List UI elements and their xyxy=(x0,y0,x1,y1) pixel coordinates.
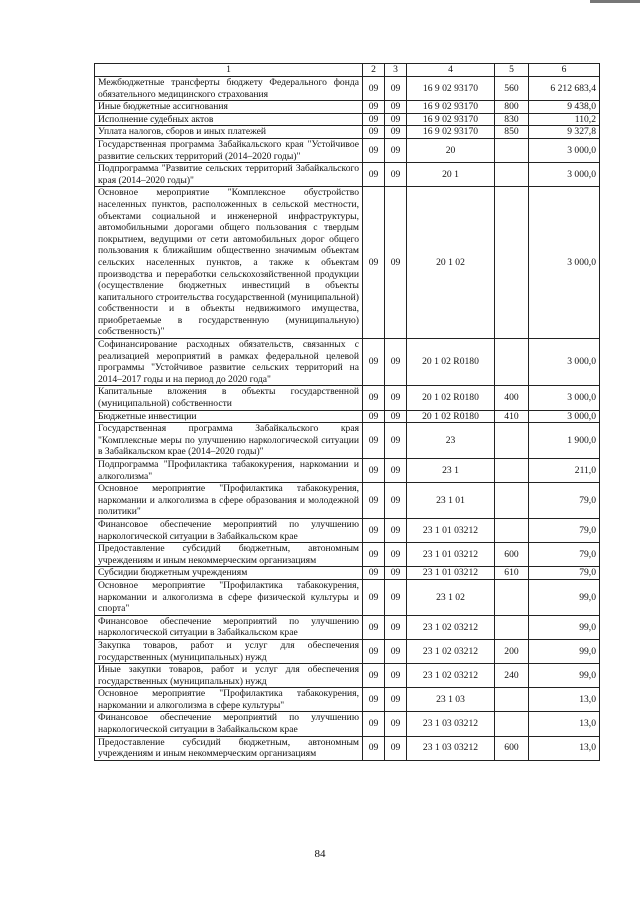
table-row xyxy=(95,113,600,126)
row-section-code: 09 xyxy=(363,664,385,688)
row-subsection-code: 09 xyxy=(385,187,407,339)
row-section-code: 09 xyxy=(363,113,385,126)
row-expense-type xyxy=(495,459,529,483)
row-target-article: 23 1 01 xyxy=(407,483,495,519)
row-target-article: 23 1 02 03212 xyxy=(407,615,495,639)
table-row xyxy=(95,77,600,101)
row-section-code: 09 xyxy=(363,483,385,519)
row-amount: 3 000,0 xyxy=(529,138,600,162)
row-target-article: 23 1 xyxy=(407,459,495,483)
row-section-code: 09 xyxy=(363,543,385,567)
row-target-article: 20 1 02 R0180 xyxy=(407,339,495,386)
table-body xyxy=(95,77,600,761)
row-target-article: 23 1 01 03212 xyxy=(407,567,495,580)
row-amount: 3 000,0 xyxy=(529,187,600,339)
row-subsection-code: 09 xyxy=(385,664,407,688)
row-expense-type: 560 xyxy=(495,77,529,101)
row-expense-type: 200 xyxy=(495,639,529,663)
table-row xyxy=(95,187,600,339)
row-section-code: 09 xyxy=(363,579,385,615)
row-subsection-code: 09 xyxy=(385,615,407,639)
row-amount: 99,0 xyxy=(529,579,600,615)
row-target-article: 20 1 02 R0180 xyxy=(407,410,495,423)
row-subsection-code: 09 xyxy=(385,113,407,126)
row-name: Софинансирование расходных обязательств, связанных с реализацией мероприятий в рамках федеральной целевой программы "Устойчивое развитие сельских территорий на 2014–2017 годы и на период до 2020 года" xyxy=(95,339,363,386)
row-name: Основное мероприятие "Профилактика табакокурения, наркомании и алкоголизма в сфере физической культуры и спорта" xyxy=(95,579,363,615)
column-header-5: 5 xyxy=(495,64,529,77)
row-subsection-code: 09 xyxy=(385,101,407,114)
row-name: Подпрограмма "Развитие сельских территорий Забайкальского края (2014–2020 годы)" xyxy=(95,163,363,187)
row-amount: 110,2 xyxy=(529,113,600,126)
row-subsection-code: 09 xyxy=(385,483,407,519)
row-amount: 99,0 xyxy=(529,615,600,639)
table-row xyxy=(95,339,600,386)
row-expense-type: 850 xyxy=(495,126,529,139)
row-amount: 13,0 xyxy=(529,712,600,736)
row-target-article: 20 1 02 xyxy=(407,187,495,339)
row-section-code: 09 xyxy=(363,163,385,187)
row-amount: 99,0 xyxy=(529,639,600,663)
row-section-code: 09 xyxy=(363,639,385,663)
row-target-article: 23 1 02 03212 xyxy=(407,664,495,688)
row-subsection-code: 09 xyxy=(385,459,407,483)
row-name: Финансовое обеспечение мероприятий по улучшению наркологической ситуации в Забайкальском крае xyxy=(95,518,363,542)
row-target-article: 23 xyxy=(407,423,495,459)
row-target-article: 23 1 02 03212 xyxy=(407,639,495,663)
column-header-3: 3 xyxy=(385,64,407,77)
row-name: Капитальные вложения в объекты государственной (муниципальной) собственности xyxy=(95,386,363,410)
row-name: Основное мероприятие "Профилактика табакокурения, наркомании и алкоголизма в сфере культуры" xyxy=(95,688,363,712)
table-row xyxy=(95,101,600,114)
row-section-code: 09 xyxy=(363,423,385,459)
row-amount: 9 438,0 xyxy=(529,101,600,114)
row-expense-type xyxy=(495,688,529,712)
row-target-article: 16 9 02 93170 xyxy=(407,126,495,139)
table-row xyxy=(95,410,600,423)
row-name: Субсидии бюджетным учреждениям xyxy=(95,567,363,580)
row-subsection-code: 09 xyxy=(385,126,407,139)
row-name: Иные бюджетные ассигнования xyxy=(95,101,363,114)
row-subsection-code: 09 xyxy=(385,138,407,162)
row-subsection-code: 09 xyxy=(385,518,407,542)
row-subsection-code: 09 xyxy=(385,163,407,187)
row-amount: 9 327,8 xyxy=(529,126,600,139)
row-expense-type xyxy=(495,712,529,736)
row-expense-type: 400 xyxy=(495,386,529,410)
scan-edge-mark xyxy=(590,0,640,3)
row-section-code: 09 xyxy=(363,688,385,712)
row-name: Предоставление субсидий бюджетным, автономным учреждениям и иным некоммерческим организациям xyxy=(95,736,363,760)
table-row xyxy=(95,615,600,639)
row-expense-type xyxy=(495,483,529,519)
page-number: 84 xyxy=(314,848,326,860)
row-name: Межбюджетные трансферты бюджету Федерального фонда обязательного медицинского страхования xyxy=(95,77,363,101)
row-expense-type xyxy=(495,339,529,386)
row-name: Основное мероприятие "Профилактика табакокурения, наркомании и алкоголизма в сфере образования и молодежной политики" xyxy=(95,483,363,519)
row-target-article: 16 9 02 93170 xyxy=(407,77,495,101)
row-section-code: 09 xyxy=(363,459,385,483)
row-expense-type xyxy=(495,579,529,615)
table-row xyxy=(95,712,600,736)
row-target-article: 23 1 03 03212 xyxy=(407,736,495,760)
row-name: Бюджетные инвестиции xyxy=(95,410,363,423)
row-subsection-code: 09 xyxy=(385,77,407,101)
row-target-article: 23 1 02 xyxy=(407,579,495,615)
row-amount: 79,0 xyxy=(529,567,600,580)
row-section-code: 09 xyxy=(363,339,385,386)
row-subsection-code: 09 xyxy=(385,567,407,580)
row-section-code: 09 xyxy=(363,736,385,760)
table-row xyxy=(95,138,600,162)
column-header-1: 1 xyxy=(95,64,363,77)
row-amount: 79,0 xyxy=(529,483,600,519)
row-section-code: 09 xyxy=(363,518,385,542)
row-expense-type xyxy=(495,615,529,639)
row-expense-type: 410 xyxy=(495,410,529,423)
row-name: Подпрограмма "Профилактика табакокурения, наркомании и алкоголизма" xyxy=(95,459,363,483)
row-subsection-code: 09 xyxy=(385,688,407,712)
row-target-article: 16 9 02 93170 xyxy=(407,113,495,126)
column-header-2: 2 xyxy=(363,64,385,77)
row-amount: 13,0 xyxy=(529,688,600,712)
row-target-article: 20 xyxy=(407,138,495,162)
table-row xyxy=(95,459,600,483)
row-target-article: 20 1 xyxy=(407,163,495,187)
row-section-code: 09 xyxy=(363,138,385,162)
table-row xyxy=(95,518,600,542)
row-section-code: 09 xyxy=(363,410,385,423)
row-expense-type: 610 xyxy=(495,567,529,580)
row-expense-type: 240 xyxy=(495,664,529,688)
row-name: Исполнение судебных актов xyxy=(95,113,363,126)
row-name: Финансовое обеспечение мероприятий по улучшению наркологической ситуации в Забайкальском крае xyxy=(95,615,363,639)
column-header-4: 4 xyxy=(407,64,495,77)
table-row xyxy=(95,163,600,187)
row-target-article: 23 1 03 03212 xyxy=(407,712,495,736)
row-section-code: 09 xyxy=(363,77,385,101)
row-amount: 79,0 xyxy=(529,543,600,567)
row-subsection-code: 09 xyxy=(385,736,407,760)
row-name: Финансовое обеспечение мероприятий по улучшению наркологической ситуации в Забайкальском крае xyxy=(95,712,363,736)
row-name: Закупка товаров, работ и услуг для обеспечения государственных (муниципальных) нужд xyxy=(95,639,363,663)
row-amount: 79,0 xyxy=(529,518,600,542)
row-amount: 3 000,0 xyxy=(529,339,600,386)
row-section-code: 09 xyxy=(363,126,385,139)
row-amount: 3 000,0 xyxy=(529,410,600,423)
row-expense-type xyxy=(495,518,529,542)
row-section-code: 09 xyxy=(363,187,385,339)
row-amount: 6 212 683,4 xyxy=(529,77,600,101)
table-row xyxy=(95,664,600,688)
row-section-code: 09 xyxy=(363,712,385,736)
row-section-code: 09 xyxy=(363,386,385,410)
row-name: Государственная программа Забайкальского края "Комплексные меры по улучшению наркологической ситуации в Забайкальском крае (2014–2020 годы)" xyxy=(95,423,363,459)
table-row xyxy=(95,386,600,410)
table-row xyxy=(95,567,600,580)
row-amount: 99,0 xyxy=(529,664,600,688)
row-target-article: 20 1 02 R0180 xyxy=(407,386,495,410)
row-target-article: 23 1 01 03212 xyxy=(407,543,495,567)
table-row xyxy=(95,423,600,459)
row-subsection-code: 09 xyxy=(385,386,407,410)
row-section-code: 09 xyxy=(363,101,385,114)
row-expense-type xyxy=(495,163,529,187)
budget-table xyxy=(94,63,600,761)
row-subsection-code: 09 xyxy=(385,543,407,567)
table-header-row xyxy=(95,64,600,77)
row-subsection-code: 09 xyxy=(385,410,407,423)
row-name: Предоставление субсидий бюджетным, автономным учреждениям и иным некоммерческим организациям xyxy=(95,543,363,567)
row-section-code: 09 xyxy=(363,567,385,580)
row-subsection-code: 09 xyxy=(385,423,407,459)
table-row xyxy=(95,688,600,712)
row-amount: 3 000,0 xyxy=(529,163,600,187)
row-section-code: 09 xyxy=(363,615,385,639)
row-subsection-code: 09 xyxy=(385,712,407,736)
table-row xyxy=(95,736,600,760)
row-expense-type xyxy=(495,138,529,162)
row-name: Иные закупки товаров, работ и услуг для обеспечения государственных (муниципальных) нужд xyxy=(95,664,363,688)
row-name: Основное мероприятие "Комплексное обустройство населенных пунктов, расположенных в сельской местности, объектами социальной и инженерной инфраструктуры, автомобильными дорогами общего пользования с твердым покрытием, ведущими от сети автомобильных дорог общего пользования к ближайшим общественно значимым объектам сельских населенных пунктов, а также к объектам производства и переработки сельскохозяйственной продукции (осуществление бюджетных инвестиций в объекты капитального строительства государственной (муниципальной) собственности и в объекты недвижимого имущества, приобретаемые в государственную (муниципальную) собственность)" xyxy=(95,187,363,339)
table-row xyxy=(95,126,600,139)
row-subsection-code: 09 xyxy=(385,579,407,615)
row-expense-type: 800 xyxy=(495,101,529,114)
row-expense-type: 830 xyxy=(495,113,529,126)
table-row xyxy=(95,579,600,615)
row-target-article: 23 1 01 03212 xyxy=(407,518,495,542)
table-row xyxy=(95,543,600,567)
row-subsection-code: 09 xyxy=(385,639,407,663)
row-amount: 13,0 xyxy=(529,736,600,760)
row-expense-type xyxy=(495,187,529,339)
table-row xyxy=(95,483,600,519)
row-amount: 3 000,0 xyxy=(529,386,600,410)
table-row xyxy=(95,639,600,663)
row-expense-type: 600 xyxy=(495,543,529,567)
column-header-6: 6 xyxy=(529,64,600,77)
row-target-article: 16 9 02 93170 xyxy=(407,101,495,114)
row-name: Уплата налогов, сборов и иных платежей xyxy=(95,126,363,139)
row-amount: 1 900,0 xyxy=(529,423,600,459)
row-amount: 211,0 xyxy=(529,459,600,483)
row-expense-type: 600 xyxy=(495,736,529,760)
row-expense-type xyxy=(495,423,529,459)
row-name: Государственная программа Забайкальского края "Устойчивое развитие сельских территорий (2014–2020 годы)" xyxy=(95,138,363,162)
row-target-article: 23 1 03 xyxy=(407,688,495,712)
row-subsection-code: 09 xyxy=(385,339,407,386)
